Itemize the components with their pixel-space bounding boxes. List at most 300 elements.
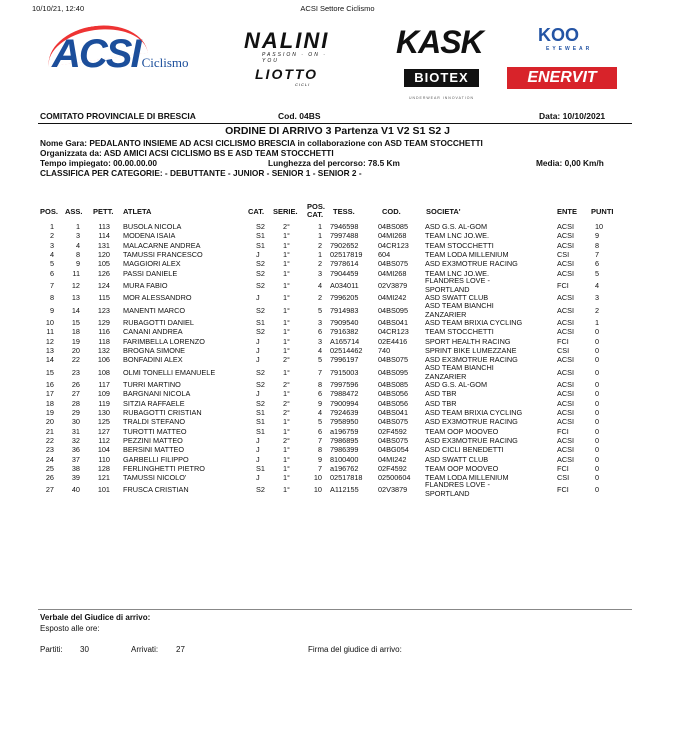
cell-tess: 7996205 (330, 293, 359, 303)
cell-punti: 0 (595, 454, 600, 464)
col-atleta: ATLETA (123, 207, 152, 216)
arrived-count: 27 (176, 645, 185, 654)
cell-cat: J (256, 355, 260, 365)
cell-poscat: 3 (317, 268, 322, 278)
cell-ass: 19 (71, 336, 80, 346)
cell-cod: 02F4592 (378, 426, 407, 436)
cell-ente: ACSI (557, 293, 575, 303)
cell-atleta: BONFADINI ALEX (123, 355, 183, 365)
cell-serie: 1° (283, 268, 290, 278)
cell-pett: 130 (97, 408, 110, 417)
cell-cat: J (256, 445, 260, 455)
cell-cat: S1 (256, 318, 265, 328)
cell-poscat: 5 (317, 417, 322, 427)
cell-ass: 38 (71, 463, 80, 473)
cell-poscat: 10 (313, 485, 322, 495)
cell-soc: TEAM LODA MILLENIUM (425, 473, 509, 483)
cell-soc: ASD G.S. AL-GOM (425, 222, 488, 231)
cell-ass: 39 (71, 473, 80, 483)
cell-pett: 129 (97, 318, 110, 328)
cell-pett: 116 (98, 327, 110, 337)
cell-cat: J (256, 346, 260, 355)
cell-ente: FCI (557, 336, 569, 346)
cell-cod: 04BS075 (378, 435, 409, 445)
cell-pett: 121 (97, 473, 110, 483)
cell-poscat: 1 (317, 249, 322, 259)
cell-serie: 1° (283, 389, 290, 399)
posted-at: Esposto alle ore: (40, 624, 100, 633)
cell-pett: 109 (97, 389, 110, 399)
cell-poscat: 4 (317, 408, 322, 417)
cell-soc: TEAM STOCCHETTI (425, 240, 494, 250)
nalini-logo: NALINI PASSION · ON · YOU (244, 28, 330, 64)
cell-ente: ACSI (557, 231, 575, 241)
cell-cod: 04MI268 (378, 268, 407, 278)
cell-poscat: 8 (317, 380, 322, 390)
cell-cod: 740 (378, 346, 391, 355)
course-length: Lunghezza del percorso: 78.5 Km (268, 158, 400, 168)
cell-soc: ASD TEAM BRIXIA CYCLING (425, 318, 523, 328)
cell-soc: ASD TEAM BIANCHI ZANZARIER (425, 300, 494, 319)
cell-cod: 04BS056 (378, 389, 409, 399)
cell-soc: ASD G.S. AL-GOM (425, 380, 488, 390)
cell-cat: S2 (256, 327, 265, 337)
category-list: CLASSIFICA PER CATEGORIE: - DEBUTTANTE - JUNIOR - SENIOR 1 - SENIOR 2 - (40, 168, 362, 178)
cell-poscat: 2 (317, 240, 322, 250)
cell-cat: J (256, 473, 260, 483)
cell-atleta: TURRI MARTINO (123, 380, 181, 390)
cell-punti: 0 (595, 445, 600, 455)
cell-punti: 0 (595, 408, 600, 417)
cell-pett: 118 (98, 336, 110, 346)
status-bar (0, 4, 675, 16)
cell-ass: 15 (71, 318, 80, 328)
cell-serie: 1° (283, 249, 290, 259)
cell-cat: S1 (256, 408, 265, 417)
cell-punti: 0 (595, 426, 600, 436)
col-ass: ASS. (65, 207, 83, 216)
cell-poscat: 9 (317, 398, 322, 408)
cell-serie: 1° (283, 305, 290, 315)
cell-pett: 106 (97, 355, 110, 365)
cell-poscat: 3 (317, 336, 322, 346)
cell-pett: 105 (97, 259, 110, 269)
cell-atleta: RUBAGOTTI DANIEL (123, 318, 194, 328)
col-societa: SOCIETA' (426, 207, 461, 216)
committee-name: COMITATO PROVINCIALE DI BRESCIA (40, 111, 196, 121)
cell-poscat: 5 (317, 305, 322, 315)
cell-soc: ASD EX3MOTRUE RACING (425, 417, 518, 427)
race-date: Data: 10/10/2021 (539, 111, 606, 121)
kask-logo: KASK (396, 24, 483, 60)
cell-atleta: FERLINGHETTI PIETRO (123, 463, 205, 473)
cell-ass: 18 (71, 327, 80, 337)
cell-poscat: 1 (317, 231, 322, 241)
cell-punti: 0 (595, 367, 600, 377)
cell-serie: 1° (283, 280, 290, 290)
cell-ass: 37 (71, 454, 80, 464)
cell-tess: 7986399 (330, 445, 359, 455)
cell-punti: 9 (595, 231, 600, 241)
cell-tess: 7900994 (330, 398, 359, 408)
cell-cod: 04BS041 (378, 408, 409, 417)
cell-serie: 1° (283, 293, 290, 303)
judge-signature: Firma del giudice di arrivo: (308, 645, 402, 654)
col-tess: TESS. (333, 207, 355, 216)
cell-cat: S1 (256, 417, 265, 427)
cell-soc: SPRINT BIKE LUMEZZANE (425, 346, 517, 355)
cell-atleta: BERSINI MATTEO (123, 445, 185, 455)
cell-poscat: 6 (317, 426, 322, 436)
cell-pos: 17 (45, 389, 54, 399)
cell-soc: TEAM LNC JO.WE. (425, 231, 490, 241)
cell-cat: S1 (256, 240, 265, 250)
cell-soc: ASD SWATT CLUB (425, 454, 489, 464)
cell-serie: 1° (283, 485, 290, 495)
enervit-logo: ENERVIT (507, 67, 617, 89)
cell-atleta: FRUSCA CRISTIAN (123, 485, 189, 495)
cell-serie: 2° (283, 408, 290, 417)
cell-soc: TEAM OOP MOOVEO (425, 426, 499, 436)
cell-serie: 2° (283, 435, 290, 445)
cell-ente: FCI (557, 426, 569, 436)
cell-cat: S2 (256, 485, 265, 495)
cell-punti: 0 (595, 327, 600, 337)
cell-ente: CSI (557, 346, 570, 355)
cell-soc: SPORT HEALTH RACING (425, 336, 511, 346)
started-count: 30 (80, 645, 89, 654)
cell-pett: 128 (97, 463, 110, 473)
cell-atleta: MOR ALESSANDRO (123, 293, 192, 303)
cell-pos: 15 (45, 367, 54, 377)
cell-ente: ACSI (557, 367, 575, 377)
cell-tess: 7997596 (330, 380, 359, 390)
cell-atleta: MANENTI MARCO (123, 305, 186, 315)
cell-poscat: 7 (317, 367, 322, 377)
cell-punti: 6 (595, 259, 600, 269)
cell-punti: 0 (595, 435, 600, 445)
cell-punti: 0 (595, 389, 600, 399)
cell-soc: FLANDRES LOVE - SPORTLAND (425, 480, 490, 499)
page-title: ACSI Settore Ciclismo (300, 4, 375, 13)
col-poscat-2: CAT. (307, 210, 324, 219)
col-pett: PETT. (93, 207, 114, 216)
cell-cod: 02E4416 (378, 336, 408, 346)
cell-serie: 1° (283, 231, 290, 241)
cell-tess: A112155 (330, 485, 359, 495)
cell-cod: 02500604 (378, 473, 411, 483)
cell-pos: 19 (45, 408, 54, 417)
cell-cat: J (256, 389, 260, 399)
cell-ass: 31 (71, 426, 80, 436)
cell-ente: ACSI (557, 222, 575, 231)
cell-pos: 11 (46, 327, 54, 337)
cell-serie: 1° (283, 426, 290, 436)
cell-pos: 18 (45, 398, 54, 408)
cell-tess: 7988472 (330, 389, 359, 399)
cell-cat: J (256, 435, 260, 445)
started-label: Partiti: (40, 645, 63, 654)
cell-ass: 3 (75, 231, 80, 241)
cell-punti: 7 (595, 249, 600, 259)
cell-cod: 04BS075 (378, 355, 409, 365)
cell-soc: ASD TBR (425, 398, 457, 408)
cell-atleta: TUROTTI MATTEO (123, 426, 187, 436)
cell-pos: 6 (49, 268, 54, 278)
cell-cat: S2 (256, 280, 265, 290)
cell-tess: A034011 (330, 280, 359, 290)
cell-soc: ASD EX3MOTRUE RACING (425, 259, 518, 269)
cell-tess: 7986895 (330, 435, 359, 445)
divider (38, 123, 632, 124)
cell-ente: ACSI (557, 380, 575, 390)
cell-punti: 0 (595, 417, 600, 427)
cell-cat: J (256, 336, 260, 346)
cell-cod: 02V3879 (378, 280, 408, 290)
cell-cat: J (256, 293, 260, 303)
cell-ente: ACSI (557, 268, 575, 278)
cell-serie: 1° (283, 367, 290, 377)
cell-pett: 119 (98, 398, 110, 408)
cell-poscat: 1 (317, 222, 322, 231)
cell-punti: 8 (595, 240, 600, 250)
cell-cod: 04BS075 (378, 259, 409, 269)
cell-pos: 16 (45, 380, 54, 390)
cell-pos: 8 (49, 293, 54, 303)
cell-serie: 1° (283, 445, 290, 455)
cell-ente: ACSI (557, 445, 575, 455)
cell-tess: 8100400 (330, 454, 359, 464)
cell-atleta: CANANI ANDREA (123, 327, 183, 337)
cell-serie: 1° (283, 327, 290, 337)
cell-ass: 27 (71, 389, 80, 399)
cell-ente: ACSI (557, 435, 575, 445)
cell-ass: 29 (71, 408, 80, 417)
cell-cod: 04BS095 (378, 367, 409, 377)
cell-ente: ACSI (557, 259, 575, 269)
cell-tess: a196759 (330, 426, 359, 436)
cell-punti: 0 (595, 380, 600, 390)
cell-ente: ACSI (557, 408, 575, 417)
cell-serie: 1° (283, 318, 290, 328)
cell-cat: S2 (256, 305, 265, 315)
cell-poscat: 2 (317, 293, 322, 303)
cell-poscat: 6 (317, 389, 322, 399)
race-name: Nome Gara: PEDALANTO INSIEME AD ACSI CICLISMO BRESCIA in collaborazione con ASD TEAM STOCCHETTI (40, 138, 483, 148)
cell-pos: 1 (49, 222, 54, 231)
cell-atleta: GARBELLI FILIPPO (123, 454, 189, 464)
cell-cat: S2 (256, 222, 265, 231)
cell-poscat: 6 (317, 327, 322, 337)
cell-ass: 1 (75, 222, 80, 231)
cell-cod: 04BS041 (378, 318, 409, 328)
cell-pos: 2 (49, 231, 54, 241)
cell-pett: 131 (97, 240, 110, 250)
cell-pos: 25 (45, 463, 54, 473)
cell-cod: 04BS075 (378, 417, 409, 427)
col-ente: ENTE (557, 207, 578, 216)
cell-soc: ASD TEAM BRIXIA CYCLING (425, 408, 523, 417)
cell-pos: 3 (49, 240, 54, 250)
cell-tess: 7996197 (330, 355, 359, 365)
cell-pett: 113 (98, 222, 110, 231)
average-speed: Media: 0,00 Km/h (536, 158, 604, 168)
cell-ass: 30 (71, 417, 80, 427)
cell-poscat: 7 (317, 463, 322, 473)
cell-ente: FCI (557, 463, 569, 473)
cell-pett: 127 (97, 426, 110, 436)
cell-atleta: TAMUSSI NICOLO' (123, 473, 187, 483)
cell-poscat: 4 (317, 280, 322, 290)
cell-pett: 110 (98, 454, 110, 464)
cell-tess: 7904459 (330, 268, 359, 278)
cell-cod: 04BS095 (378, 305, 409, 315)
cell-serie: 1° (283, 259, 290, 269)
cell-pett: 120 (97, 249, 110, 259)
cell-serie: 2° (283, 380, 290, 390)
cell-cod: 04CR123 (378, 240, 409, 250)
cell-tess: 7916382 (330, 327, 359, 337)
cell-cat: S1 (256, 231, 265, 241)
acsi-logo: ACSI Ciclismo (52, 32, 189, 77)
cell-tess: 02514462 (330, 346, 363, 355)
cell-poscat: 8 (317, 445, 322, 455)
cell-serie: 2° (283, 222, 290, 231)
cell-cod: 604 (378, 249, 391, 259)
cell-punti: 0 (595, 398, 600, 408)
cell-poscat: 3 (317, 318, 322, 328)
cell-ente: ACSI (557, 355, 575, 365)
cell-poscat: 5 (317, 355, 322, 365)
cell-ente: CSI (557, 249, 570, 259)
cell-cat: S2 (256, 367, 265, 377)
col-cod: COD. (382, 207, 401, 216)
cell-ente: FCI (557, 485, 569, 495)
cell-punti: 0 (595, 485, 600, 495)
cell-pos: 26 (45, 473, 54, 483)
cell-ente: ACSI (557, 305, 575, 315)
cell-soc: ASD SWATT CLUB (425, 293, 489, 303)
col-punti: PUNTI (591, 207, 614, 216)
cell-pos: 22 (45, 435, 54, 445)
cell-cod: 04CR123 (378, 327, 409, 337)
cell-pett: 112 (98, 435, 110, 445)
cell-serie: 1° (283, 240, 290, 250)
cell-cod: 04MI242 (378, 454, 407, 464)
cell-punti: 0 (595, 355, 600, 365)
cell-tess: 7909540 (330, 318, 359, 328)
col-poscat-1: POS. (307, 202, 325, 211)
cell-pos: 27 (45, 485, 54, 495)
cell-pett: 115 (98, 293, 110, 303)
cell-serie: 1° (283, 473, 290, 483)
cell-serie: 1° (283, 346, 290, 355)
cell-pos: 23 (45, 445, 54, 455)
timestamp: 10/10/21, 12:40 (32, 4, 85, 13)
cell-ass: 40 (71, 485, 80, 495)
cell-cat: S2 (256, 380, 265, 390)
cell-pos: 24 (45, 454, 54, 464)
cell-punti: 10 (595, 222, 604, 231)
biotex-logo: BIOTEX UNDERWEAR INNOVATION (404, 69, 479, 87)
cell-pos: 14 (45, 355, 54, 365)
cell-ass: 4 (75, 240, 80, 250)
cell-poscat: 7 (317, 435, 322, 445)
cell-serie: 1° (283, 454, 290, 464)
cell-pos: 5 (49, 259, 54, 269)
cell-atleta: PASSI DANIELE (123, 268, 178, 278)
cell-cat: S2 (256, 268, 265, 278)
cell-atleta: MAGGIORI ALEX (123, 259, 181, 269)
cell-cat: J (256, 249, 260, 259)
cell-pett: 126 (97, 268, 110, 278)
liotto-logo: LIOTTO CICLI (255, 66, 319, 87)
cell-atleta: BARGNANI NICOLA (123, 389, 191, 399)
cell-atleta: BROGNA SIMONE (123, 346, 186, 355)
cell-pett: 108 (97, 367, 110, 377)
cell-atleta: MODENA ISAIA (123, 231, 176, 241)
cell-cod: 02V3879 (378, 485, 408, 495)
koo-logo: KOO EYEWEAR (538, 25, 593, 52)
cell-soc: TEAM LODA MILLENIUM (425, 249, 509, 259)
cell-tess: 7915003 (330, 367, 359, 377)
cell-pos: 12 (45, 336, 54, 346)
cell-ente: CSI (557, 473, 570, 483)
cell-ente: FCI (557, 280, 569, 290)
cell-pos: 10 (45, 318, 54, 328)
cell-punti: 1 (595, 318, 600, 328)
cell-tess: 7997488 (330, 231, 359, 241)
cell-ass: 20 (71, 346, 80, 355)
cell-atleta: MURA FABIO (123, 280, 168, 290)
sponsor-logos (0, 22, 675, 102)
cell-pos: 13 (45, 346, 54, 355)
cell-ente: ACSI (557, 398, 575, 408)
cell-atleta: MALACARNE ANDREA (123, 240, 201, 250)
footer-divider (38, 609, 632, 610)
cell-pett: 101 (97, 485, 110, 495)
cell-soc: ASD EX3MOTRUE RACING (425, 355, 518, 365)
cell-cod: 04MI268 (378, 231, 407, 241)
document-title: ORDINE DI ARRIVO 3 Partenza V1 V2 S1 S2 J (225, 125, 450, 137)
cell-ente: ACSI (557, 318, 575, 328)
cell-ass: 14 (71, 305, 80, 315)
cell-tess: 7924639 (330, 408, 359, 417)
cell-serie: 2° (283, 355, 290, 365)
cell-poscat: 10 (313, 473, 322, 483)
cell-tess: 02517819 (330, 249, 363, 259)
cell-ass: 8 (75, 249, 80, 259)
col-serie: SERIE. (273, 207, 298, 216)
cell-tess: 7902652 (330, 240, 359, 250)
organizer: Organizzata da: ASD AMICI ACSI CICLISMO BS E ASD TEAM STOCCHETTI (40, 148, 334, 158)
cell-punti: 3 (595, 293, 600, 303)
cell-ente: ACSI (557, 417, 575, 427)
cell-ass: 26 (71, 380, 80, 390)
cell-tess: 7958950 (330, 417, 359, 427)
cell-serie: 1° (283, 336, 290, 346)
cell-poscat: 4 (317, 346, 322, 355)
cell-ente: ACSI (557, 389, 575, 399)
cell-soc: TEAM LNC JO.WE. (425, 268, 490, 278)
cell-pett: 124 (97, 280, 110, 290)
cell-serie: 1° (283, 463, 290, 473)
cell-atleta: TAMUSSI FRANCESCO (123, 249, 203, 259)
cell-tess: 7978614 (330, 259, 359, 269)
cell-ass: 9 (75, 259, 80, 269)
judge-report: Verbale del Giudice di arrivo: (40, 613, 151, 622)
cell-ente: ACSI (557, 327, 575, 337)
